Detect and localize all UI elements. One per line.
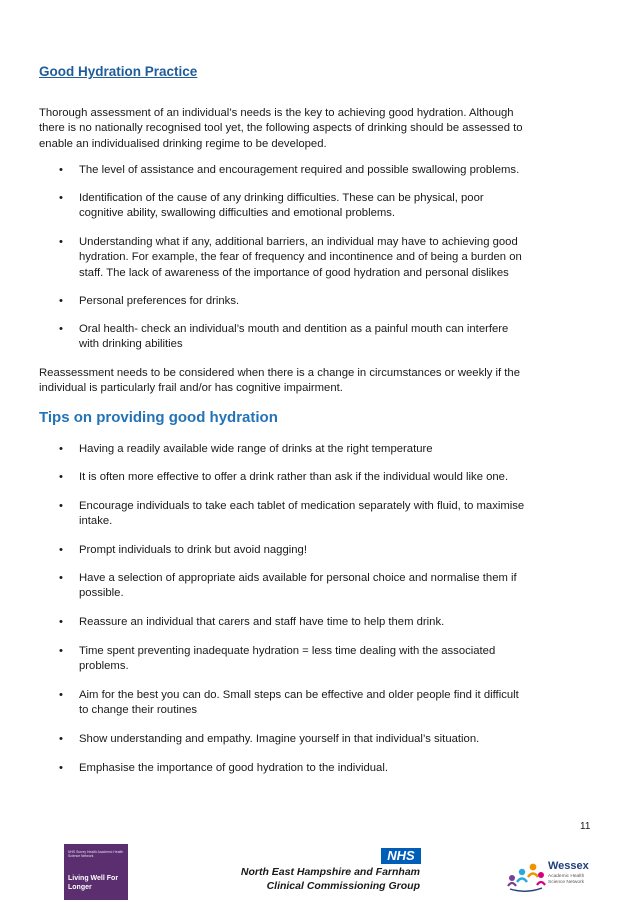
nhs-logo: NHS [381,848,421,864]
section-heading-good-hydration: Good Hydration Practice [39,64,198,79]
living-well-for-longer-logo [64,844,128,900]
list-item-text: Emphasise the importance of good hydration to the individual. [79,762,388,774]
living-well-org-text: NHS Surrey Health Academic Health Science Network [68,850,124,859]
list-item-text: Prompt individuals to drink but avoid nagging! [79,544,307,556]
list-item-text: The level of assistance and encouragement required and possible swallowing problems. [79,164,520,176]
list-item-text: Having a readily available wide range of drinks at the right temperature [79,443,433,455]
intro-paragraph [39,106,599,152]
wessex-name: Wessex [548,860,589,872]
bullet-icon: • [59,164,63,176]
list-item [59,163,599,178]
list-item-text: Aim for the best you can do. Small steps can be effective and older people find it difficult [79,689,519,701]
bullet-icon: • [59,471,63,483]
list-item-text: Reassure an individual that carers and staff have time to help them drink. [79,616,445,628]
list-item-text: Oral health- check an individual’s mouth and dentition as a painful mouth can interfere [79,323,509,335]
wessex-people-icon [506,858,546,894]
closing-line: individual is particularly frail and/or has cognitive impairment. [39,382,343,395]
list-item [59,543,599,558]
list-item-text: Encourage individuals to take each tablet of medication separately with fluid, to maximise [79,500,525,512]
list-item-text: It is often more effective to offer a drink rather than ask if the individual would like one. [79,471,509,483]
list-item-text: Show understanding and empathy. Imagine yourself in that individual’s situation. [79,733,480,745]
list-item-text: with drinking abilities [79,338,183,351]
list-item [59,732,599,747]
ccg-name-line2: Clinical Commissioning Group [266,880,420,892]
living-well-title: Living Well For Longer [68,875,119,891]
bullet-icon: • [59,323,63,335]
bullet-icon: • [59,689,63,701]
bullet-icon: • [59,544,63,556]
section-heading-tips: Tips on providing good hydration [39,409,278,426]
bullet-icon: • [59,500,63,512]
list-item-text: staff. The lack of awareness of the importance of good hydration and personal dislikes [79,266,509,279]
reassessment-paragraph [39,366,599,397]
list-item [59,688,599,719]
list-item [59,322,599,353]
list-item [59,615,599,630]
list-item-text: hydration. For example, the fear of frequency and incontinence and of being a burden on [79,251,522,264]
wessex-subtitle: Academic Health Science Network [548,874,585,885]
list-item [59,191,599,222]
list-item-text: Identification of the cause of any drinking difficulties. These can be physical, poor [79,192,484,204]
list-item-text: problems. [79,660,129,673]
bullet-icon: • [59,645,63,657]
bullet-icon: • [59,443,63,455]
bullet-icon: • [59,762,63,774]
intro-line: there is no nationally recognised tool yet, the following aspects of drinking should be assessed to [39,122,523,135]
closing-line: Reassessment needs to be considered when there is a change in circumstances or weekly if the [39,367,521,379]
list-item [59,235,599,281]
list-item [59,470,599,485]
list-item-text: Have a selection of appropriate aids available for personal choice and normalise them if [79,572,517,584]
bullet-icon: • [59,295,63,307]
list-item [59,644,599,675]
bullet-icon: • [59,192,63,204]
list-item-text: possible. [79,587,124,600]
page-number: 11 [580,821,591,832]
intro-line: enable an individualised drinking regime to be developed. [39,137,327,150]
list-item-text: to change their routines [79,704,198,717]
list-item [59,571,599,602]
bullet-icon: • [59,733,63,745]
list-item [59,761,599,776]
list-item-text: Time spent preventing inadequate hydration = less time dealing with the associated [79,645,496,657]
intro-line: Thorough assessment of an individual’s needs is the key to achieving good hydration. Although [39,107,514,119]
list-item-text: Personal preferences for drinks. [79,295,240,307]
bullet-icon: • [59,616,63,628]
list-item [59,442,599,457]
bullet-icon: • [59,572,63,584]
bullet-icon: • [59,236,63,248]
ccg-name-line1: North East Hampshire and Farnham [240,866,420,878]
list-item-text: cognitive ability, swallowing difficulties and emotional problems. [79,207,396,220]
list-item-text: Understanding what if any, additional barriers, an individual may have to achieving good [79,236,518,248]
list-item-text: intake. [79,515,113,528]
list-item [59,499,599,530]
list-item [59,294,599,309]
